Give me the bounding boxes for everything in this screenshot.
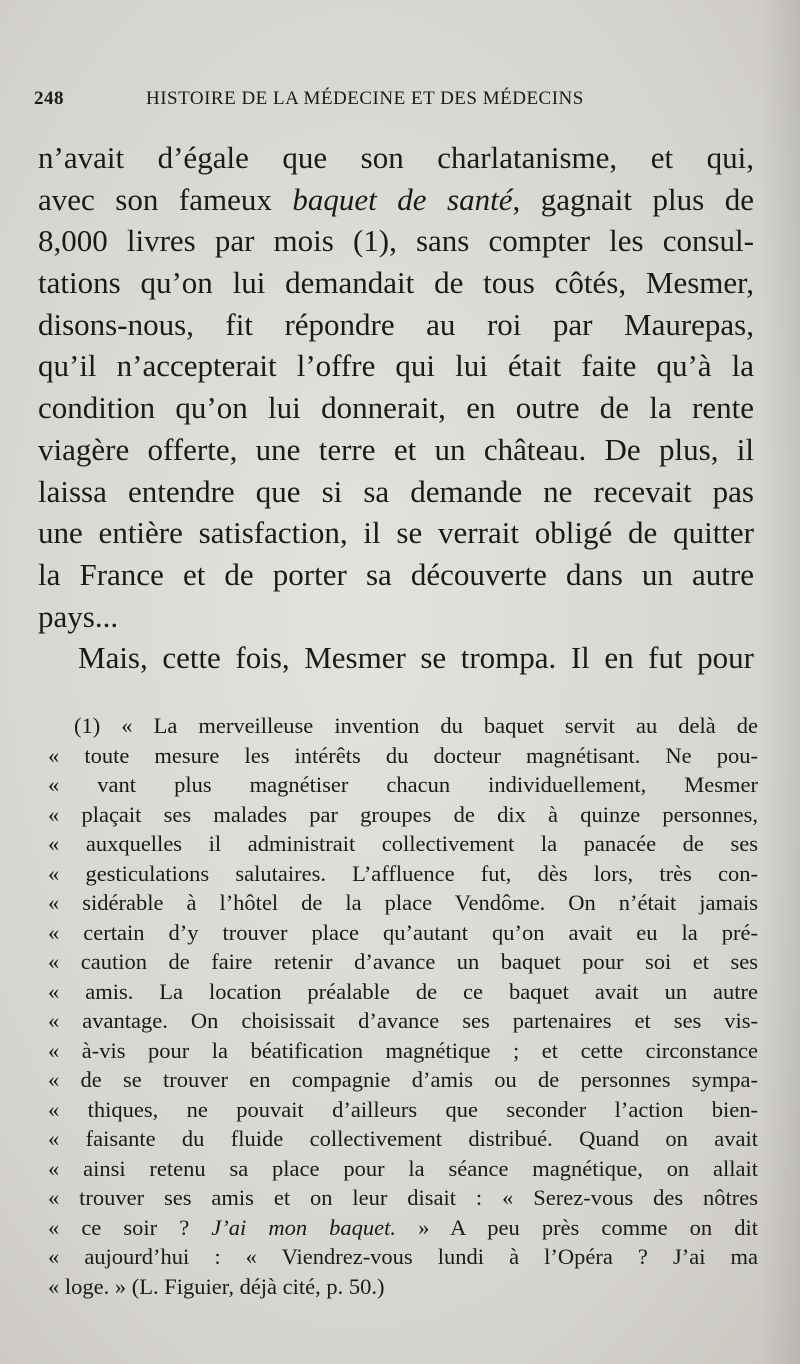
body-line: 8,000 livres par mois (1), sans compter les consul- [38,223,754,259]
body-line: tations qu’on lui demandait de tous côtés, Mesmer, [38,265,754,301]
footnote-line: « certain d’y trouver place qu’autant qu’on avait eu la pré- [48,919,758,945]
body-line: n’avait d’égale que son charlatanisme, et qui, [38,140,754,175]
body-line: viagère offerte, une terre et un château. De plus, il [38,431,754,467]
footnote-line: « amis. La location préalable de ce baquet avait un autre [48,978,758,1004]
footnote [48,711,758,1301]
footnote-line: « aujourd’hui : « Viendrez-vous lundi à l’Opéra ? J’ai ma [48,1244,758,1269]
body-line: la France et de porter sa découverte dans un autre [38,556,754,592]
body-line: une entière satisfaction, il se verrait obligé de quitter [38,515,754,551]
running-title: HISTOIRE DE LA MÉDECINE ET DES MÉDECINS [146,88,584,109]
italic-phrase: baquet de santé [292,181,513,217]
footnote-line: « plaçait ses malades par groupes de dix à quinze personnes, [48,801,758,827]
footnote-line: « de se trouver en compagnie d’amis ou de personnes sympa- [48,1067,758,1092]
footnote-line: « vant plus magnétiser chacun individuellement, Mesmer [48,772,758,797]
footnote-line: « ainsi retenu sa place pour la séance magnétique, on allait [48,1155,758,1181]
footnote-line: « gesticulations salutaires. L’affluence fut, dès lors, très con- [48,860,758,886]
footnote-line: « loge. » (L. Figuier, déjà cité, p. 50.) [48,1273,385,1299]
body-line: Mais, cette fois, Mesmer se trompa. Il en fut pour [78,640,754,676]
body-line: avec son fameux baquet de santé, gagnait plus de [38,181,755,217]
footnote-line: « ce soir ? J’ai mon baquet. » A peu près comme on dit [48,1214,759,1240]
body-line: disons-nous, fit répondre au roi par Maurepas, [38,306,754,342]
body-line: pays... [38,598,119,634]
footnote-line: « sidérable à l’hôtel de la place Vendôme. On n’était jamais [48,890,758,915]
footnote-line: « auxquelles il administrait collectivement la panacée de ses [48,831,758,856]
footnote-line: « faisante du fluide collectivement distribué. Quand on avait [48,1126,758,1151]
body-text [38,137,754,679]
page-header [34,88,754,118]
body-line: condition qu’on lui donnerait, en outre de la rente [38,390,754,426]
footnote-line: « avantage. On choisissait d’avance ses partenaires et ses vis- [48,1008,758,1033]
footnote-line: « caution de faire retenir d’avance un baquet pour soi et ses [48,949,758,974]
page-number: 248 [34,88,64,109]
footnote-line: « thiques, ne pouvait d’ailleurs que seconder l’action bien- [48,1096,758,1122]
body-line: qu’il n’accepterait l’offre qui lui était faite qu’à la [38,348,754,384]
italic-phrase: J’ai mon baquet. [211,1214,397,1240]
footnote-line: « à-vis pour la béatification magnétique ; et cette circonstance [48,1037,758,1063]
body-line: laissa entendre que si sa demande ne recevait pas [38,473,754,509]
footnote-line: « trouver ses amis et on leur disait : « Serez-vous des nôtres [48,1185,758,1210]
footnote-line: (1) « La merveilleuse invention du baquet servit au delà de [74,713,758,738]
footnote-line: « toute mesure les intérêts du docteur magnétisant. Ne pou- [48,742,758,768]
